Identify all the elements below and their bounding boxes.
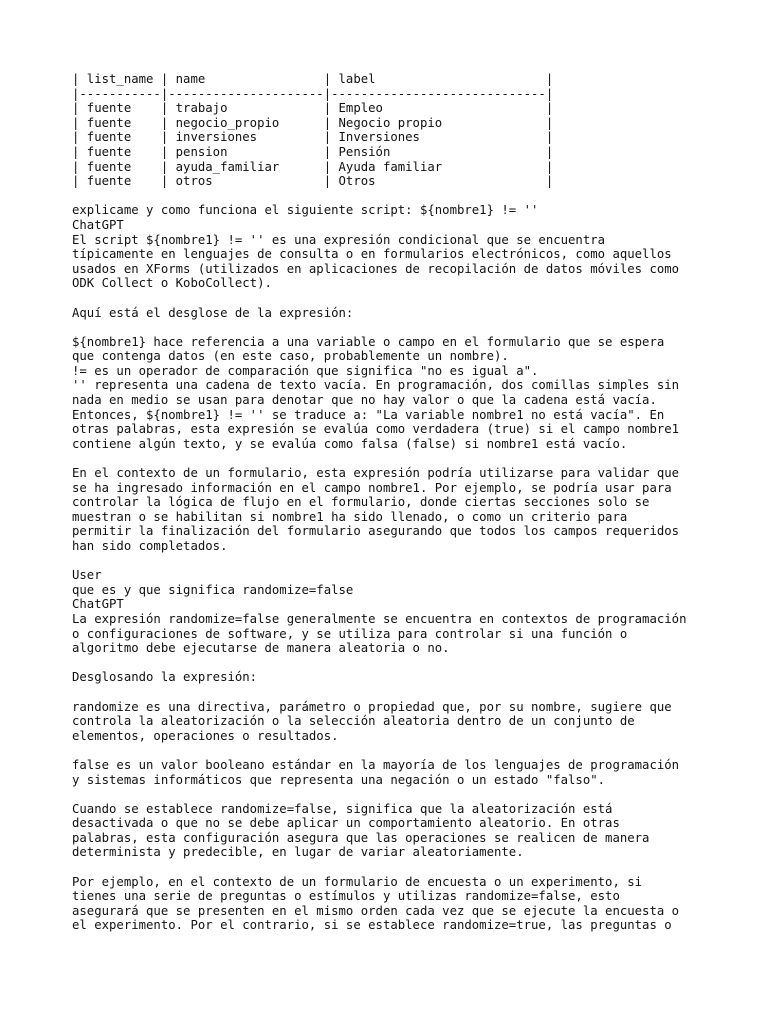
speaker-label-chatgpt: ChatGPT <box>72 597 124 612</box>
table-row: | fuente | trabajo | Empleo | <box>72 101 554 116</box>
text-line: contiene algún texto, y se evalúa como falsa (false) si nombre1 está vacío. <box>72 436 628 451</box>
answer-2-paragraph-4 <box>72 758 722 787</box>
spacer <box>72 320 722 335</box>
answer-2-paragraph-5 <box>72 802 722 860</box>
text-line: Cuando se establece randomize=false, significa que la aleatorización está <box>72 801 613 816</box>
text-line: El script ${nombre1} != '' es una expresión condicional que se encuentra <box>72 232 606 247</box>
spacer <box>72 787 722 802</box>
answer-2-paragraph-2 <box>72 670 722 685</box>
spacer <box>72 860 722 875</box>
answer-1-paragraph-1 <box>72 233 722 291</box>
text-line: En el contexto de un formulario, esta expresión podría utilizarse para validar que <box>72 466 680 481</box>
markdown-table <box>72 72 722 189</box>
text-line: nada en medio se usan para denotar que no hay valor o que la cadena está vacía. <box>72 393 657 408</box>
spacer <box>72 189 722 204</box>
text-line: determinista y predecible, en lugar de variar aleatoriamente. <box>72 845 524 860</box>
text-line: randomize es una directiva, parámetro o propiedad que, por su nombre, sugiere que <box>72 699 672 714</box>
text-line: típicamente en lenguajes de consulta o en formularios electrónicos, como aquellos <box>72 247 672 262</box>
spacer <box>72 291 722 306</box>
text-line: controlar la lógica de flujo en el formulario, donde ciertas secciones solo se <box>72 495 650 510</box>
spacer <box>72 743 722 758</box>
text-line: han sido completados. <box>72 539 228 553</box>
text-line: controla la aleatorización o la selección aleatoria dentro de un conjunto de <box>72 714 635 729</box>
document-page <box>72 72 722 933</box>
text-line: Aquí está el desglose de la expresión: <box>72 305 354 320</box>
table-row: | fuente | otros | Otros | <box>72 174 554 189</box>
text-line: palabras, esta configuración asegura que las operaciones se realicen de manera <box>72 830 650 845</box>
answer-1-paragraph-2 <box>72 306 722 321</box>
answer-2-paragraph-6 <box>72 875 722 933</box>
text-line: La expresión randomize=false generalmente se encuentra en contextos de programación <box>72 611 687 626</box>
text-line: elementos, operaciones o resultados. <box>72 728 339 743</box>
spacer <box>72 685 722 700</box>
speaker-label-user: User <box>72 568 102 583</box>
table-separator: |-----------|---------------------|-----------------------------| <box>72 86 554 101</box>
text-line: que contenga datos (en este caso, probablemente un nombre). <box>72 349 509 364</box>
spacer <box>72 451 722 466</box>
answer-1-paragraph-3 <box>72 335 722 452</box>
answer-2-paragraph-3 <box>72 700 722 744</box>
text-line: otras palabras, esta expresión se evalúa como verdadera (true) si el campo nombre1 <box>72 422 680 437</box>
text-line: Entonces, ${nombre1} != '' se traduce a: "La variable nombre1 no está vacía". En <box>72 407 665 422</box>
text-line: tienes una serie de preguntas o estímulos y utilizas randomize=false, esto <box>72 889 620 904</box>
text-line: Por ejemplo, en el contexto de un formulario de encuesta o un experimento, si <box>72 874 643 889</box>
spacer <box>72 554 722 569</box>
table-row: | fuente | inversiones | Inversiones | <box>72 130 554 145</box>
user-question-1: explicame y como funciona el siguiente script: ${nombre1} != '' <box>72 203 539 218</box>
speaker-label-chatgpt: ChatGPT <box>72 217 124 232</box>
user-question-2: que es y que significa randomize=false <box>72 582 354 597</box>
table-row: | fuente | ayuda_familiar | Ayuda familiar | <box>72 159 554 174</box>
text-line: asegurará que se presenten en el mismo orden cada vez que se ejecute la encuesta o <box>72 903 680 918</box>
text-line: muestran o se habilitan si nombre1 ha sido llenado, o como un criterio para <box>72 509 628 524</box>
text-line: != es un operador de comparación que significa "no es igual a". <box>72 363 539 378</box>
text-line: desactivada o que no se debe aplicar un comportamiento aleatorio. En otras <box>72 816 620 831</box>
text-line: ODK Collect o KoboCollect). <box>72 276 272 291</box>
text-line: algoritmo debe ejecutarse de manera aleatoria o no. <box>72 641 450 656</box>
spacer <box>72 656 722 671</box>
text-line: permitir la finalización del formulario asegurando que todos los campos requeridos <box>72 524 680 539</box>
text-line: y sistemas informáticos que representa una negación o un estado "falso". <box>72 772 606 787</box>
text-line: el experimento. Por el contrario, si se establece randomize=true, las preguntas o <box>72 918 672 933</box>
text-line: o configuraciones de software, y se utiliza para controlar si una función o <box>72 626 628 641</box>
text-line: '' representa una cadena de texto vacía. En programación, dos comillas simples sin <box>72 378 680 393</box>
text-line: se ha ingresado información en el campo nombre1. Por ejemplo, se podría usar para <box>72 480 672 495</box>
table-row: | fuente | pension | Pensión | <box>72 144 554 159</box>
table-row: | fuente | negocio_propio | Negocio propio | <box>72 115 554 130</box>
answer-1-paragraph-4 <box>72 466 722 554</box>
text-line: false es un valor booleano estándar en la mayoría de los lenguajes de programación <box>72 757 680 772</box>
answer-2-paragraph-1 <box>72 612 722 656</box>
text-line: usados en XForms (utilizados en aplicaciones de recopilación de datos móviles como <box>72 261 680 276</box>
table-header: | list_name | name | label | <box>72 72 554 86</box>
text-line: ${nombre1} hace referencia a una variable o campo en el formulario que se espera <box>72 334 665 349</box>
text-line: Desglosando la expresión: <box>72 670 258 685</box>
